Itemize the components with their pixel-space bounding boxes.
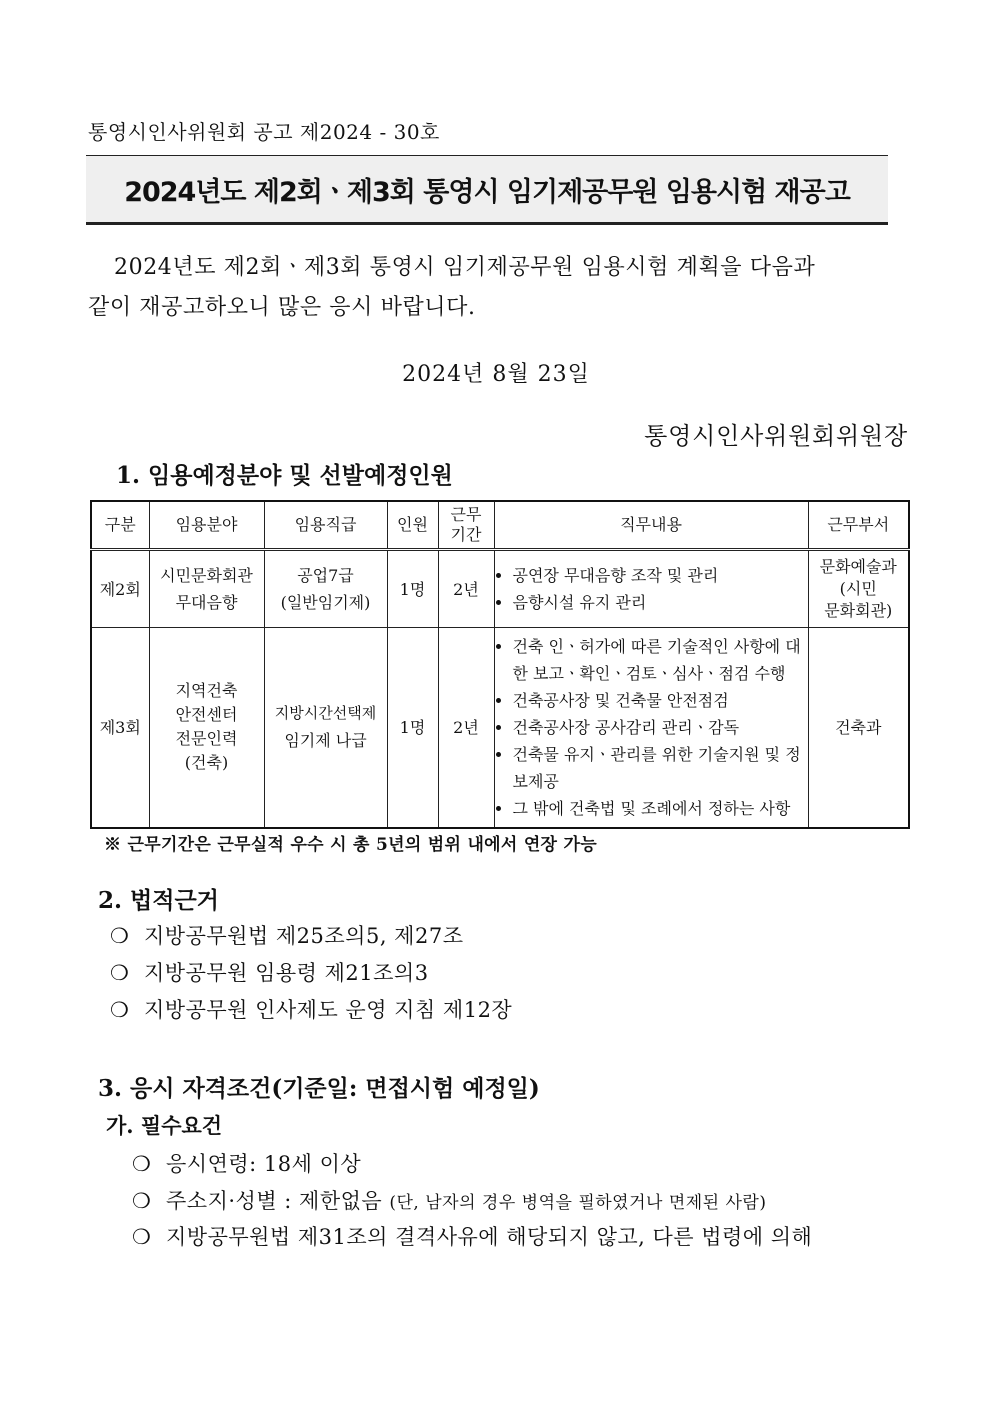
- circle-bullet-icon: ❍: [110, 961, 130, 985]
- cell-round: 제2회: [91, 550, 149, 628]
- list-item: [132, 1185, 766, 1215]
- circle-bullet-icon: ❍: [132, 1225, 152, 1249]
- cell-dept-line: 문화예술과: [819, 557, 897, 576]
- list-item: [132, 1221, 812, 1251]
- cell-dept-line: (시민: [839, 579, 877, 598]
- cell-field-line: 시민문화회관: [160, 566, 253, 585]
- list-item-text: 지방공무원법 제31조의 결격사유에 해당되지 않고, 다른 법령에 의해: [166, 1225, 813, 1249]
- cell-period: 2년: [438, 628, 494, 828]
- cell-period: 2년: [438, 550, 494, 628]
- intro-line-2: 같이 재공고하오니 많은 응시 바랍니다.: [88, 295, 476, 320]
- cell-grade-line: 지방시간선택제: [274, 704, 377, 723]
- cell-duties: [494, 550, 808, 628]
- cell-count: 1명: [387, 628, 438, 828]
- duty-item: • 건축공사장 및 건축물 안전점검: [513, 687, 806, 714]
- title-box: [86, 155, 888, 225]
- list-item-text: 지방공무원 임용령 제21조의3: [144, 961, 429, 985]
- header-field: 임용분야: [149, 501, 264, 550]
- list-item: [110, 994, 512, 1024]
- list-item-text: 주소지·성별 : 제한없음: [166, 1189, 383, 1213]
- cell-grade-line: 공업7급: [297, 566, 354, 585]
- recruitment-table: [90, 500, 910, 829]
- list-item-text: 지방공무원법 제25조의5, 제27조: [144, 924, 464, 948]
- header-period: [438, 501, 494, 550]
- duty-item: • 건축물 유지ㆍ관리를 위한 기술지원 및 정보제공: [513, 741, 806, 795]
- circle-bullet-icon: ❍: [132, 1152, 152, 1176]
- list-item-text: 응시연령: 18세 이상: [166, 1152, 362, 1176]
- table-header-row: [91, 501, 909, 550]
- cell-field-line: 전문인력: [175, 729, 238, 749]
- header-round: 구분: [91, 501, 149, 550]
- announcement-date: 2024년 8월 23일: [402, 362, 590, 387]
- section-3-heading: 3. 응시 자격조건(기준일: 면접시험 예정일): [98, 1075, 540, 1102]
- document-title: 2024년도 제2회ㆍ제3회 통영시 임기제공무원 임용시험 재공고: [124, 176, 850, 208]
- sub-heading: 가. 필수요건: [106, 1113, 223, 1138]
- table-row: [91, 550, 909, 628]
- list-item: [132, 1148, 361, 1178]
- cell-round: 제3회: [91, 628, 149, 828]
- circle-bullet-icon: ❍: [110, 998, 130, 1022]
- cell-field-line: 무대음향: [175, 593, 238, 612]
- intro-line-1: 2024년도 제2회ㆍ제3회 통영시 임기제공무원 임용시험 계획을 다음과: [114, 255, 816, 280]
- header-duties: 직무내용: [494, 501, 808, 550]
- list-item: [110, 957, 429, 987]
- cell-field: [149, 550, 264, 628]
- cell-field-line: 안전센터: [175, 705, 238, 725]
- header-period-line-1: 근무: [450, 505, 482, 524]
- header-count: 인원: [387, 501, 438, 550]
- header-dept: 근무부서: [808, 501, 909, 550]
- header-period-line-2: 기간: [450, 525, 482, 544]
- duty-item: • 건축공사장 공사감리 관리ㆍ감독: [513, 714, 806, 741]
- table-row: [91, 628, 909, 828]
- cell-field: [149, 628, 264, 828]
- issuer-signature: 통영시인사위원회위원장: [644, 422, 908, 450]
- list-item-note: (단, 남자의 경우 병역을 필하였거나 면제된 사람): [389, 1193, 767, 1213]
- cell-field-line: (건축): [184, 753, 229, 773]
- duty-item: • 음향시설 유지 관리: [513, 589, 806, 616]
- cell-grade: [264, 550, 387, 628]
- section-1-heading: 1. 임용예정분야 및 선발예정인원: [116, 462, 453, 489]
- list-item-text: 지방공무원 인사제도 운영 지침 제12장: [144, 998, 513, 1022]
- duty-item: • 공연장 무대음향 조작 및 관리: [513, 562, 806, 589]
- circle-bullet-icon: ❍: [132, 1189, 152, 1213]
- cell-dept: [808, 550, 909, 628]
- notice-number: 통영시인사위원회 공고 제2024 - 30호: [88, 120, 440, 144]
- cell-dept: 건축과: [808, 628, 909, 828]
- cell-count: 1명: [387, 550, 438, 628]
- cell-grade: [264, 628, 387, 828]
- cell-grade-line: 임기제 나급: [284, 731, 367, 751]
- cell-duties: [494, 628, 808, 828]
- list-item: [110, 920, 463, 950]
- cell-grade-line: (일반임기제): [280, 593, 371, 612]
- header-grade: 임용직급: [264, 501, 387, 550]
- intro-paragraph: [88, 248, 908, 328]
- table-note: ※ 근무기간은 근무실적 우수 시 총 5년의 범위 내에서 연장 가능: [104, 835, 597, 855]
- duty-item: • 건축 인ㆍ허가에 따른 기술적인 사항에 대한 보고ㆍ확인ㆍ검토ㆍ심사ㆍ점검 수행: [513, 633, 806, 687]
- cell-field-line: 지역건축: [175, 681, 238, 701]
- circle-bullet-icon: ❍: [110, 924, 130, 948]
- section-2-heading: 2. 법적근거: [98, 887, 219, 914]
- duty-item: • 그 밖에 건축법 및 조례에서 정하는 사항: [513, 795, 806, 822]
- cell-dept-line: 문화회관): [824, 601, 893, 620]
